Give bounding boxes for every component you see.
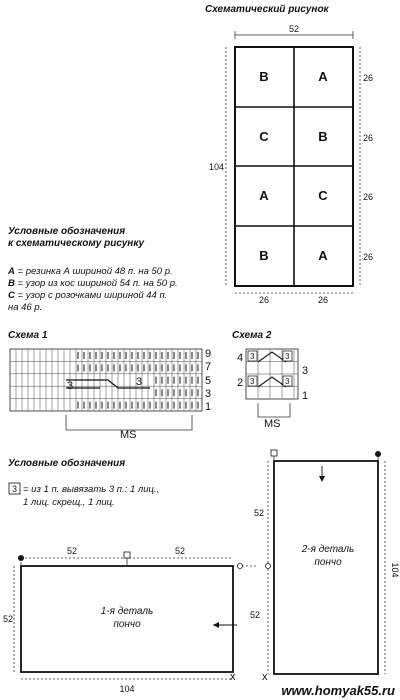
col-dim-2: 26 <box>317 295 329 305</box>
piece1-label-2: пончо <box>113 619 141 630</box>
piece1-top-left-dim: 52 <box>66 546 78 556</box>
schematic-title: Схематический рисунок <box>205 4 329 15</box>
legend-a: А = резинка А шириной 48 п. на 50 р. <box>8 266 173 277</box>
scheme2-row-2: 2 <box>237 377 244 389</box>
schematic-width-label: 52 <box>288 24 300 34</box>
scheme2-ms-label: MS <box>264 418 281 430</box>
scheme2-mark-2: 3 <box>285 352 290 361</box>
piece2-label-2: пончо <box>314 557 342 568</box>
scheme2-mark-1: 3 <box>250 352 255 361</box>
scheme2-ms-bracket <box>258 403 290 417</box>
scheme2-row-1: 1 <box>302 390 309 402</box>
row-dim-4: 26 <box>363 252 374 262</box>
piece1-side-dim: 52 <box>3 614 14 624</box>
piece2-x-mark: x <box>262 671 268 683</box>
legend1-title-1: Условные обозначения <box>8 226 126 237</box>
piece2-label-1: 2-я деталь <box>301 544 355 555</box>
col-dim-1: 26 <box>258 295 270 305</box>
grid-cell-r4c1: B <box>259 248 269 263</box>
scheme2-mark-3: 3 <box>250 377 255 386</box>
legend-c-cont: на 46 р. <box>8 302 43 313</box>
scheme1-row-1: 1 <box>205 401 212 413</box>
row-dim-1: 26 <box>363 73 374 83</box>
scheme1-ms-label: MS <box>120 429 137 441</box>
piece2-side-bottom-dim: 52 <box>250 610 261 620</box>
piece1-top-right-dim: 52 <box>174 546 186 556</box>
grid-cell-r4c2: A <box>318 248 328 263</box>
legend2-symbol: 3 <box>12 484 18 494</box>
grid-cell-r3c2: C <box>318 188 328 203</box>
piece2-right-dim: 104 <box>390 562 400 578</box>
scheme1-row-9: 9 <box>205 348 212 360</box>
scheme1-row-7: 7 <box>205 361 212 373</box>
piece1-bottom-dim: 104 <box>119 684 135 694</box>
legend2-title: Условные обозначения <box>8 458 126 469</box>
schematic-height-label: 104 <box>208 162 224 172</box>
scheme1-ms-bracket <box>66 415 192 430</box>
legend2-line2: 1 лиц. скрещ., 1 лиц. <box>23 497 115 508</box>
scheme1-mark-right: 3 <box>136 376 143 388</box>
scheme1-mark-left: 3 <box>67 380 74 392</box>
grid-cell-r1c1: B <box>259 69 269 84</box>
scheme1-chart <box>10 349 202 411</box>
scheme2-chart <box>246 349 298 399</box>
scheme2-mark-4: 3 <box>285 377 290 386</box>
grid-cell-r2c2: B <box>318 129 328 144</box>
grid-cell-r3c1: A <box>259 188 269 203</box>
scheme1-title: Схема 1 <box>8 330 48 341</box>
legend2-line1: = из 1 п. вывязать 3 п.: 1 лиц., <box>23 484 160 495</box>
piece1-label-1: 1-я деталь <box>100 606 154 617</box>
piece2-side-top-dim: 52 <box>254 508 265 518</box>
piece1-x-mark: x <box>230 671 236 683</box>
grid-cell-r2c1: C <box>259 129 269 144</box>
watermark: www.homyak55.ru <box>281 683 395 698</box>
row-dim-3: 26 <box>363 192 374 202</box>
scheme2-title: Схема 2 <box>232 330 272 341</box>
scheme2-row-4: 4 <box>237 352 244 364</box>
legend-c: С = узор с розочками шириной 44 п. <box>8 290 168 301</box>
legend-b: В = узор из кос шириной 54 п. на 50 р. <box>8 278 178 289</box>
scheme2-row-3: 3 <box>302 365 309 377</box>
scheme1-row-5: 5 <box>205 375 212 387</box>
row-dim-2: 26 <box>363 133 374 143</box>
scheme1-row-3: 3 <box>205 388 212 400</box>
legend1-title-2: к схематическому рисунку <box>8 238 145 249</box>
grid-cell-r1c2: A <box>318 69 328 84</box>
